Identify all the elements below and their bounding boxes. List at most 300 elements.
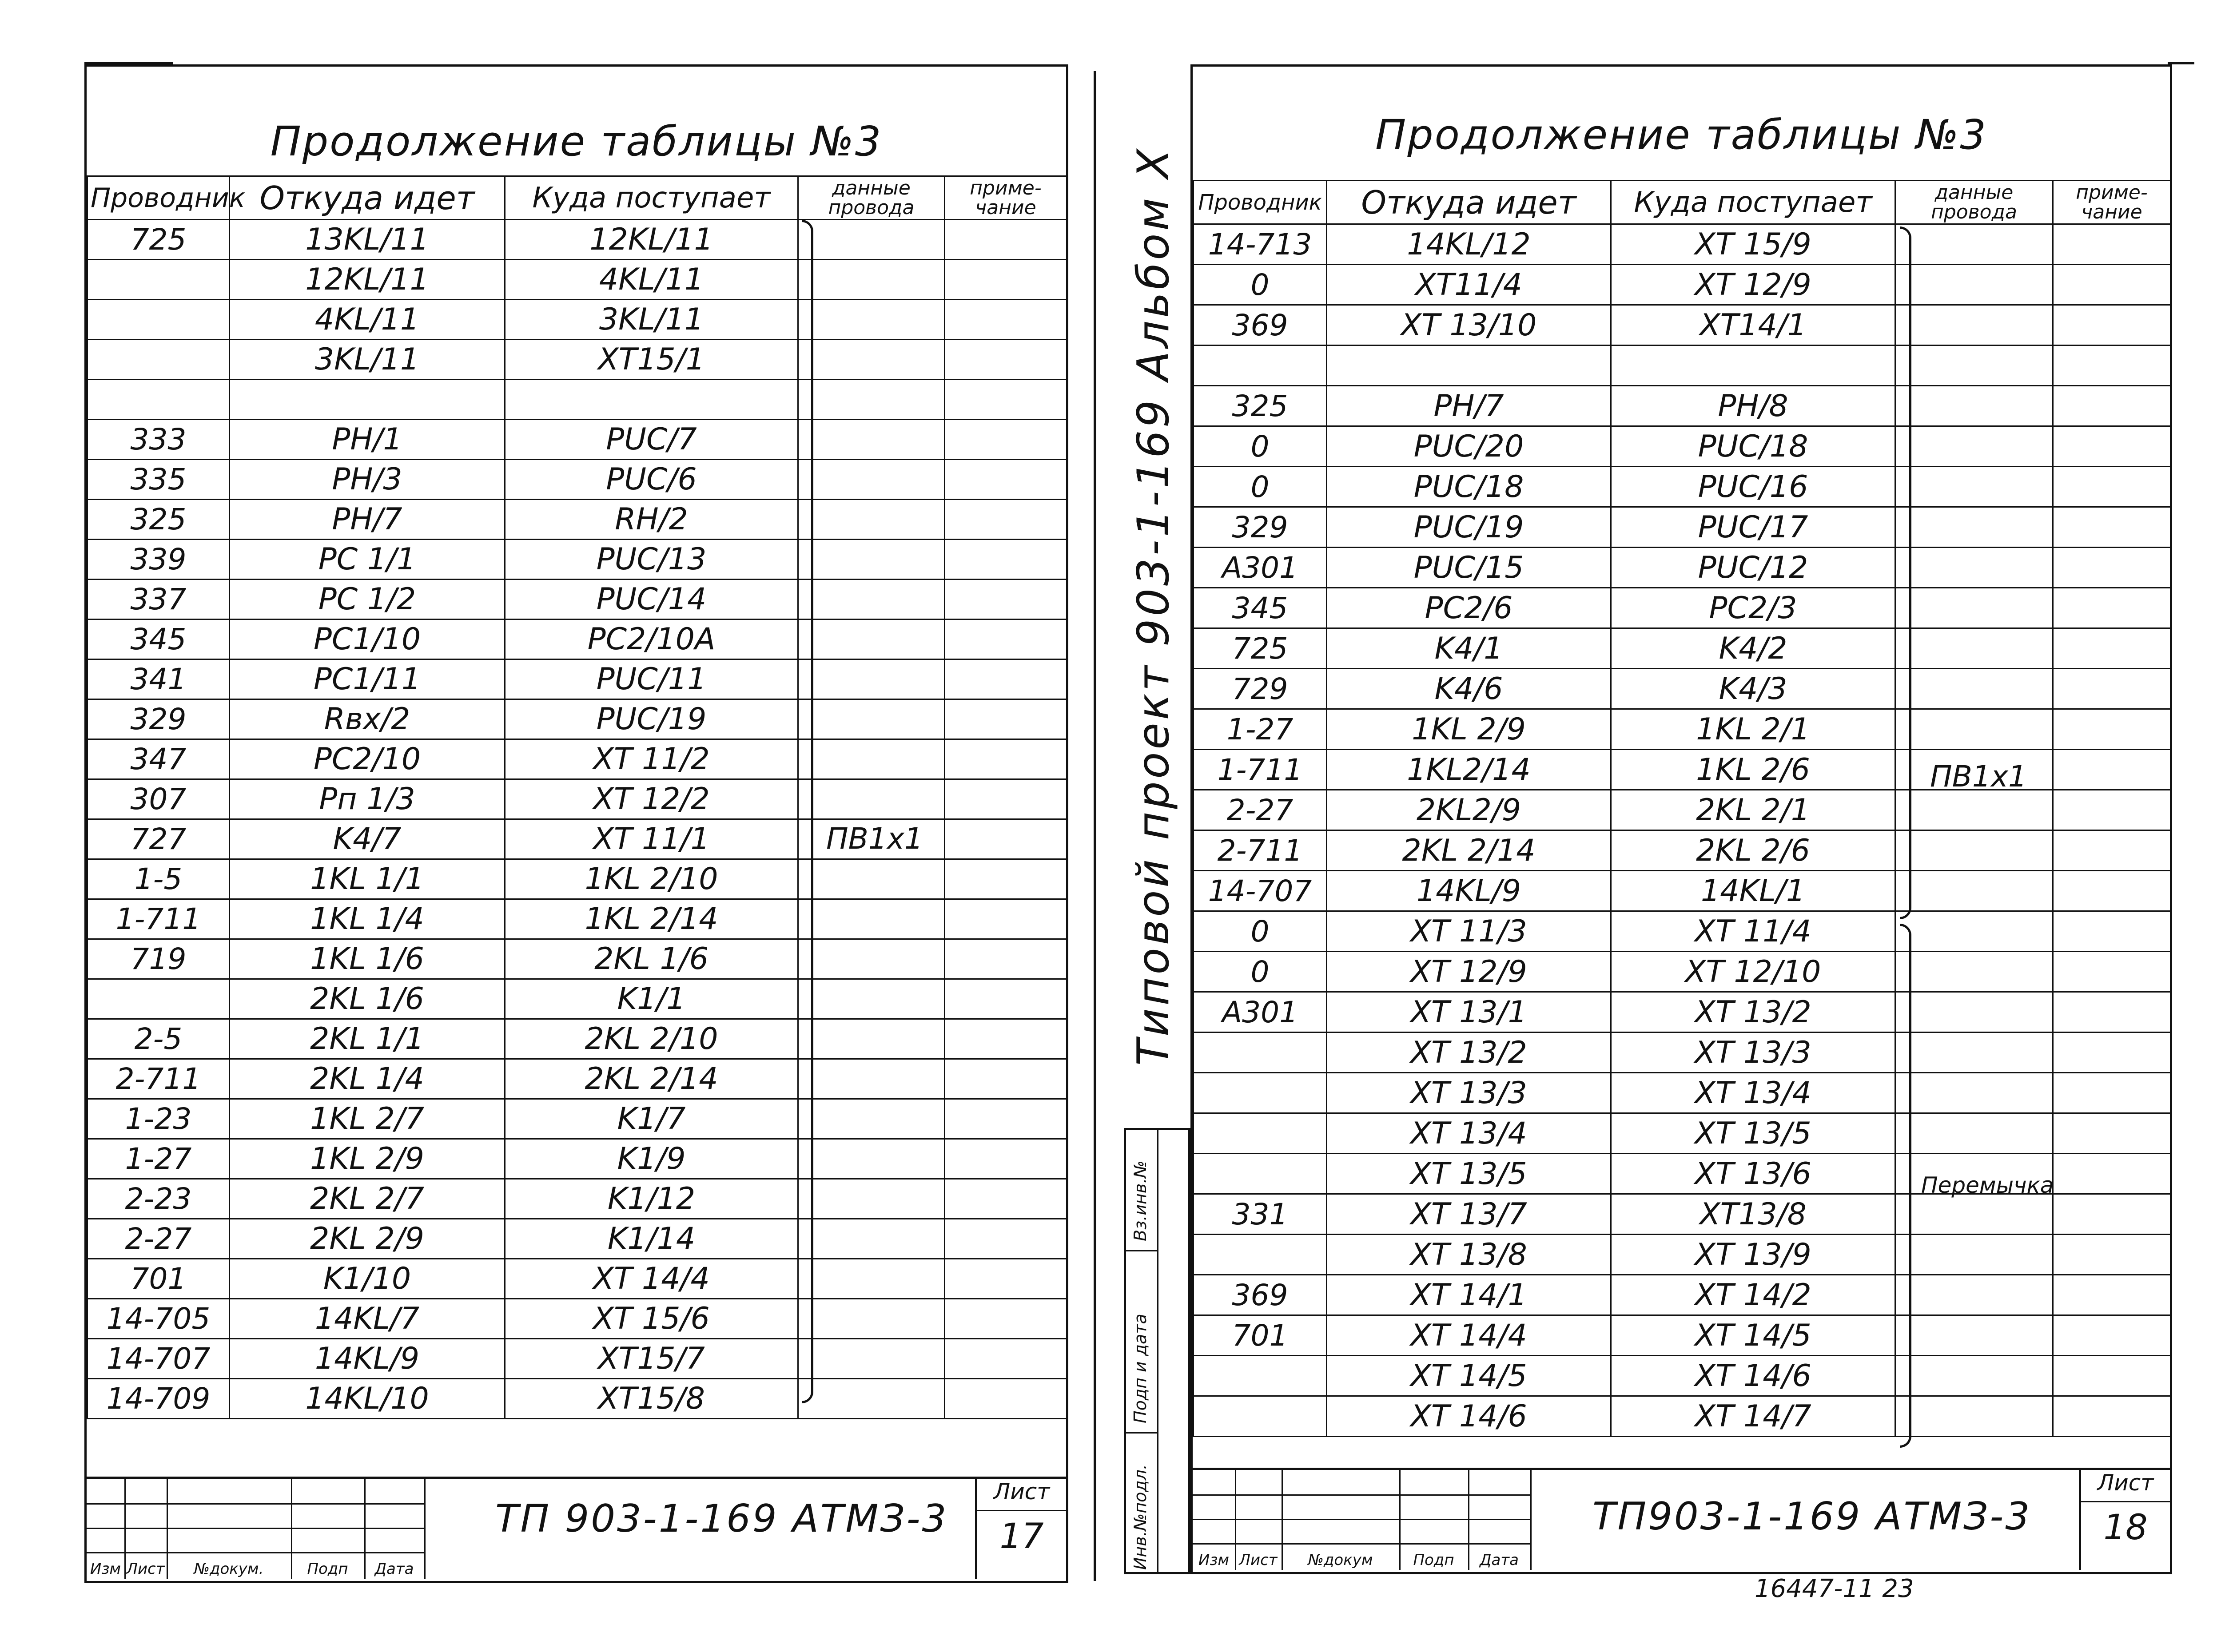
stamp-doc: №докум.: [194, 1560, 264, 1578]
cell-from: PH/7: [1327, 386, 1611, 426]
cell-to: XT 12/10: [1611, 952, 1895, 992]
side-inv-vz: Вз.инв.№: [1130, 1160, 1150, 1241]
cell-to: 2KL 2/1: [1611, 790, 1895, 830]
cell-from: [230, 380, 505, 420]
cell-from: PH/1: [230, 420, 505, 460]
cell-note: [2053, 1032, 2171, 1073]
cell-wire: [88, 380, 230, 420]
cell-to: [505, 380, 798, 420]
cell-from: XT 14/4: [1327, 1315, 1611, 1356]
table-row: [88, 1299, 1067, 1339]
table-row: [1194, 1073, 2171, 1113]
cell-from: 2KL 1/6: [230, 979, 505, 1019]
cell-note: [2053, 1275, 2171, 1315]
left-stamp-labels: [87, 1557, 424, 1581]
left-title-block: [87, 1477, 1066, 1581]
cell-wire: 307: [88, 779, 230, 819]
cell-note: [2053, 588, 2171, 628]
cell-note: [945, 500, 1067, 540]
table-row: [1194, 1356, 2171, 1396]
cell-to: [1611, 345, 1895, 386]
cell-from: 1KL 2/9: [230, 1139, 505, 1179]
right-doc-code: ТП903-1-169 АТМЗ-3: [1592, 1494, 2032, 1539]
cell-note: [945, 779, 1067, 819]
page-divider: [1094, 71, 1096, 1581]
cell-note: [945, 979, 1067, 1019]
table-row: [1194, 790, 2171, 830]
cell-from: Rвх/2: [230, 699, 505, 739]
table-row: [88, 1099, 1067, 1139]
cell-note: [945, 220, 1067, 260]
cell-from: 2KL 1/1: [230, 1019, 505, 1059]
cell-note: [945, 659, 1067, 699]
table-row: [1194, 426, 2171, 467]
cell-from: 4KL/11: [230, 300, 505, 340]
cell-note: [2053, 1194, 2171, 1235]
table-row: [88, 460, 1067, 500]
cell-wire: 369: [1194, 305, 1327, 345]
cell-to: XT15/7: [505, 1339, 798, 1379]
table-row: [88, 580, 1067, 620]
cell-note: [2053, 345, 2171, 386]
table-row: [88, 340, 1067, 380]
cell-data: [798, 540, 945, 580]
col-header-wire: Проводник: [1194, 181, 1327, 224]
cell-data: [798, 1259, 945, 1299]
cell-data: [1895, 871, 2053, 911]
cell-note: [945, 739, 1067, 779]
cell-note: [2053, 1315, 2171, 1356]
left-sheet-box: [975, 1479, 1066, 1579]
cell-wire: 14-707: [1194, 871, 1327, 911]
cell-from: 12KL/11: [230, 260, 505, 300]
col-header-from: Откуда идет: [230, 176, 505, 220]
cell-wire: 337: [88, 580, 230, 620]
col-header-note: приме- чание: [2053, 181, 2171, 224]
table-row: [88, 739, 1067, 779]
cell-wire: 729: [1194, 669, 1327, 709]
cell-from: 14KL/9: [230, 1339, 505, 1379]
stamp-izm: Изм: [90, 1560, 121, 1578]
cell-from: PC2/6: [1327, 588, 1611, 628]
cell-data: [798, 859, 945, 899]
cell-from: XT 13/4: [1327, 1113, 1611, 1154]
table-row: [88, 620, 1067, 659]
left-sheet-label: Лист: [977, 1479, 1066, 1511]
left-table-body: [88, 220, 1067, 1419]
cell-to: 12KL/11: [505, 220, 798, 260]
cell-from: 1KL 2/7: [230, 1099, 505, 1139]
cell-wire: 329: [88, 699, 230, 739]
cell-wire: [1194, 1154, 1327, 1194]
cell-note: [2053, 871, 2171, 911]
cell-wire: 1-711: [88, 899, 230, 939]
cell-from: XT 14/6: [1327, 1396, 1611, 1437]
cell-from: 14KL/9: [1327, 871, 1611, 911]
cell-from: PH/3: [230, 460, 505, 500]
cell-data: [1895, 265, 2053, 305]
table-row: [88, 540, 1067, 580]
table-row: [1194, 1113, 2171, 1154]
side-sign-date: Подп и дата: [1130, 1314, 1150, 1423]
table-row: [1194, 1235, 2171, 1275]
table-row: [1194, 305, 2171, 345]
right-table-body: [1194, 224, 2171, 1437]
cell-from: 14KL/10: [230, 1379, 505, 1419]
cell-wire: [1194, 345, 1327, 386]
cell-from: 1KL2/14: [1327, 750, 1611, 790]
cell-note: [2053, 709, 2171, 750]
cell-wire: 325: [1194, 386, 1327, 426]
left-doc-code: ТП 903-1-169 АТМЗ-3: [495, 1497, 948, 1541]
col-header-to: Куда поступает: [505, 176, 798, 220]
cell-to: XT 14/6: [1611, 1356, 1895, 1396]
cell-note: [945, 859, 1067, 899]
table-row: [88, 500, 1067, 540]
table-row: [1194, 507, 2171, 548]
cell-wire: 345: [88, 620, 230, 659]
cell-to: PUC/14: [505, 580, 798, 620]
cell-data: [1895, 386, 2053, 426]
cell-from: PC1/11: [230, 659, 505, 699]
cell-to: 2KL 2/14: [505, 1059, 798, 1099]
side-inv-orig: Инв.№подл.: [1130, 1464, 1150, 1570]
cell-from: XT 11/3: [1327, 911, 1611, 952]
cell-note: [2053, 1396, 2171, 1437]
table-row: [88, 1019, 1067, 1059]
cell-wire: [88, 300, 230, 340]
table-row: [1194, 911, 2171, 952]
table-row: [1194, 1396, 2171, 1437]
cell-from: XT 13/3: [1327, 1073, 1611, 1113]
cell-note: [2053, 426, 2171, 467]
table-row: [1194, 224, 2171, 265]
cell-to: XT 12/9: [1611, 265, 1895, 305]
cell-data: [1895, 709, 2053, 750]
cell-data: [1895, 992, 2053, 1032]
cell-wire: [1194, 1073, 1327, 1113]
cell-data: [798, 1059, 945, 1099]
cell-wire: 1-711: [1194, 750, 1327, 790]
cell-from: XT11/4: [1327, 265, 1611, 305]
side-approval-strip: [1124, 1128, 1190, 1574]
cell-data: [798, 500, 945, 540]
cell-data: [798, 340, 945, 380]
cell-from: K1/10: [230, 1259, 505, 1299]
cell-to: XT 14/4: [505, 1259, 798, 1299]
cell-note: [945, 380, 1067, 420]
cell-wire: 333: [88, 420, 230, 460]
cell-to: PUC/6: [505, 460, 798, 500]
cell-data: [1895, 345, 2053, 386]
table-row: [1194, 830, 2171, 871]
cell-note: [945, 1179, 1067, 1219]
cell-note: [2053, 1235, 2171, 1275]
cell-to: PUC/17: [1611, 507, 1895, 548]
cell-wire: 2-27: [88, 1219, 230, 1259]
cell-wire: A301: [1194, 548, 1327, 588]
cell-wire: 2-27: [1194, 790, 1327, 830]
cell-from: 2KL2/9: [1327, 790, 1611, 830]
cell-to: XT 13/6: [1611, 1154, 1895, 1194]
cell-to: 4KL/11: [505, 260, 798, 300]
cell-data: [798, 1139, 945, 1179]
cell-from: 2KL 2/14: [1327, 830, 1611, 871]
cell-wire: 0: [1194, 467, 1327, 507]
cell-to: 14KL/1: [1611, 871, 1895, 911]
table-row: [1194, 709, 2171, 750]
cell-data: [1895, 224, 2053, 265]
cell-to: 1KL 2/1: [1611, 709, 1895, 750]
cell-wire: 701: [88, 1259, 230, 1299]
cell-to: K1/14: [505, 1219, 798, 1259]
cell-note: [2053, 830, 2171, 871]
cell-note: [2053, 669, 2171, 709]
cell-to: PUC/11: [505, 659, 798, 699]
archive-number: 16447-11 23: [1755, 1574, 1914, 1603]
cell-data: [1895, 1073, 2053, 1113]
cell-data: [1895, 790, 2053, 830]
table-row: [1194, 1275, 2171, 1315]
cell-note: [945, 819, 1067, 859]
cell-wire: 2-711: [88, 1059, 230, 1099]
cell-from: K4/7: [230, 819, 505, 859]
cell-to: XT 13/5: [1611, 1113, 1895, 1154]
cell-to: 2KL 1/6: [505, 939, 798, 979]
cell-from: XT 14/5: [1327, 1356, 1611, 1396]
cell-to: XT 11/1: [505, 819, 798, 859]
cell-from: 1KL 1/1: [230, 859, 505, 899]
cell-wire: 329: [1194, 507, 1327, 548]
cell-from: 3KL/11: [230, 340, 505, 380]
cell-to: K1/12: [505, 1179, 798, 1219]
cell-wire: 14-713: [1194, 224, 1327, 265]
right-wire-spec: ПВ1х1: [1930, 759, 2027, 794]
cell-to: XT 14/2: [1611, 1275, 1895, 1315]
cell-note: [2053, 911, 2171, 952]
table-row: [88, 659, 1067, 699]
cell-note: [2053, 628, 2171, 669]
cell-note: [2053, 790, 2171, 830]
table-row: [88, 1059, 1067, 1099]
cell-note: [945, 1099, 1067, 1139]
cell-data: [1895, 911, 2053, 952]
right-wire-table: [1193, 180, 2171, 1437]
table-row: [88, 300, 1067, 340]
stamp-doc: №докум: [1308, 1551, 1373, 1569]
cell-wire: 0: [1194, 265, 1327, 305]
cell-to: XT14/1: [1611, 305, 1895, 345]
cell-note: [2053, 224, 2171, 265]
cell-note: [2053, 952, 2171, 992]
cell-wire: 14-707: [88, 1339, 230, 1379]
cell-to: XT 11/4: [1611, 911, 1895, 952]
cell-data: [1895, 467, 2053, 507]
cell-data: [1895, 1235, 2053, 1275]
table-row: [88, 220, 1067, 260]
cell-note: [945, 699, 1067, 739]
table-row: [1194, 1315, 2171, 1356]
cell-note: [945, 939, 1067, 979]
cell-to: PUC/19: [505, 699, 798, 739]
right-jumper-note: Перемычка: [1921, 1172, 2054, 1198]
stamp-list: Лист: [1239, 1551, 1278, 1569]
cell-note: [2053, 1154, 2171, 1194]
cell-data: [798, 1219, 945, 1259]
cell-note: [945, 1059, 1067, 1099]
cell-to: 1KL 2/10: [505, 859, 798, 899]
cell-note: [945, 620, 1067, 659]
left-wire-table: [87, 175, 1067, 1419]
stamp-date: Дата: [374, 1560, 414, 1578]
cell-wire: 325: [88, 500, 230, 540]
table-row: [1194, 467, 2171, 507]
table-row: [1194, 952, 2171, 992]
col-header-data: данные провода: [1895, 181, 2053, 224]
cell-wire: 0: [1194, 952, 1327, 992]
cell-to: 2KL 2/10: [505, 1019, 798, 1059]
cell-data: [798, 699, 945, 739]
left-page-title: Продолжение таблицы №3: [270, 118, 883, 165]
cell-wire: A301: [1194, 992, 1327, 1032]
cell-data: [798, 1099, 945, 1139]
left-wire-spec: ПВ1х1: [826, 822, 923, 856]
right-sheet-number: 18: [2103, 1508, 2148, 1548]
cell-note: [945, 1219, 1067, 1259]
cell-note: [945, 420, 1067, 460]
cell-wire: [1194, 1235, 1327, 1275]
cell-from: PH/7: [230, 500, 505, 540]
table-row: [88, 380, 1067, 420]
cell-wire: 2-711: [1194, 830, 1327, 871]
table-row: [88, 1179, 1067, 1219]
cell-from: 1KL 1/4: [230, 899, 505, 939]
stamp-date: Дата: [1479, 1551, 1519, 1569]
cell-to: PUC/7: [505, 420, 798, 460]
cell-note: [2053, 992, 2171, 1032]
cell-note: [2053, 1356, 2171, 1396]
cell-to: XT 13/4: [1611, 1073, 1895, 1113]
table-row: [88, 979, 1067, 1019]
cell-to: 1KL 2/14: [505, 899, 798, 939]
cell-wire: [88, 340, 230, 380]
stamp-sign: Подп: [307, 1560, 348, 1578]
cell-note: [945, 1019, 1067, 1059]
cell-data: [1895, 507, 2053, 548]
cell-data: [798, 220, 945, 260]
cell-from: PUC/18: [1327, 467, 1611, 507]
cell-to: XT15/8: [505, 1379, 798, 1419]
table-row: [1194, 1032, 2171, 1073]
cell-from: XT 13/8: [1327, 1235, 1611, 1275]
cell-from: XT 13/5: [1327, 1154, 1611, 1194]
cell-data: [798, 1339, 945, 1379]
table-row: [1194, 669, 2171, 709]
cell-to: XT 14/7: [1611, 1396, 1895, 1437]
cell-to: PH/8: [1611, 386, 1895, 426]
right-sheet-label: Лист: [2081, 1470, 2170, 1502]
cell-data: [798, 1019, 945, 1059]
cell-from: 14KL/7: [230, 1299, 505, 1339]
cell-note: [945, 1299, 1067, 1339]
cell-wire: 0: [1194, 426, 1327, 467]
cell-wire: 2-23: [88, 1179, 230, 1219]
cell-note: [2053, 750, 2171, 790]
cell-to: K1/7: [505, 1099, 798, 1139]
cell-data: [798, 580, 945, 620]
cell-note: [2053, 507, 2171, 548]
cell-wire: 0: [1194, 911, 1327, 952]
cell-wire: 701: [1194, 1315, 1327, 1356]
cell-to: PUC/18: [1611, 426, 1895, 467]
cell-data: [1895, 669, 2053, 709]
cell-data: [798, 979, 945, 1019]
cell-to: XT 13/2: [1611, 992, 1895, 1032]
cell-wire: 725: [1194, 628, 1327, 669]
cell-to: PC2/10A: [505, 620, 798, 659]
cell-data: [1895, 1356, 2053, 1396]
cell-from: XT 13/2: [1327, 1032, 1611, 1073]
cell-to: XT 13/3: [1611, 1032, 1895, 1073]
cell-wire: 331: [1194, 1194, 1327, 1235]
cell-data: [1895, 1113, 2053, 1154]
cell-note: [945, 580, 1067, 620]
cell-wire: 1-27: [1194, 709, 1327, 750]
cell-data: [1895, 305, 2053, 345]
cell-data: [798, 939, 945, 979]
cell-from: XT 12/9: [1327, 952, 1611, 992]
table-row: [88, 1139, 1067, 1179]
table-row: [1194, 1194, 2171, 1235]
table-row: [88, 1339, 1067, 1379]
table-row: [1194, 548, 2171, 588]
left-sheet: [84, 64, 1068, 1583]
cell-data: [1895, 426, 2053, 467]
table-row: [1194, 345, 2171, 386]
cell-wire: [1194, 1356, 1327, 1396]
table-row: [88, 1379, 1067, 1419]
cell-wire: 14-709: [88, 1379, 230, 1419]
col-header-from: Откуда идет: [1327, 181, 1611, 224]
col-header-data: данные провода: [798, 176, 945, 220]
cell-from: PC2/10: [230, 739, 505, 779]
table-row: [1194, 386, 2171, 426]
cell-data: [1895, 548, 2053, 588]
stamp-sign: Подп: [1413, 1551, 1454, 1569]
left-wire-brace: [802, 220, 813, 1403]
cell-data: [1895, 952, 2053, 992]
right-sheet: [1190, 64, 2172, 1574]
cell-from: XT 14/1: [1327, 1275, 1611, 1315]
cell-data: [798, 1299, 945, 1339]
col-header-to: Куда поступает: [1611, 181, 1895, 224]
cell-to: XT 15/9: [1611, 224, 1895, 265]
right-stamp-labels: [1193, 1548, 1530, 1572]
cell-to: XT 14/5: [1611, 1315, 1895, 1356]
cell-from: PUC/15: [1327, 548, 1611, 588]
cell-data: [1895, 1194, 2053, 1235]
cell-to: PUC/16: [1611, 467, 1895, 507]
cell-from: 1KL 2/9: [1327, 709, 1611, 750]
cell-data: [798, 380, 945, 420]
cell-to: PC2/3: [1611, 588, 1895, 628]
cell-data: [798, 1379, 945, 1419]
cell-data: [798, 1179, 945, 1219]
table-row: [1194, 628, 2171, 669]
cell-wire: [1194, 1032, 1327, 1073]
cell-note: [945, 1379, 1067, 1419]
cell-wire: 727: [88, 819, 230, 859]
